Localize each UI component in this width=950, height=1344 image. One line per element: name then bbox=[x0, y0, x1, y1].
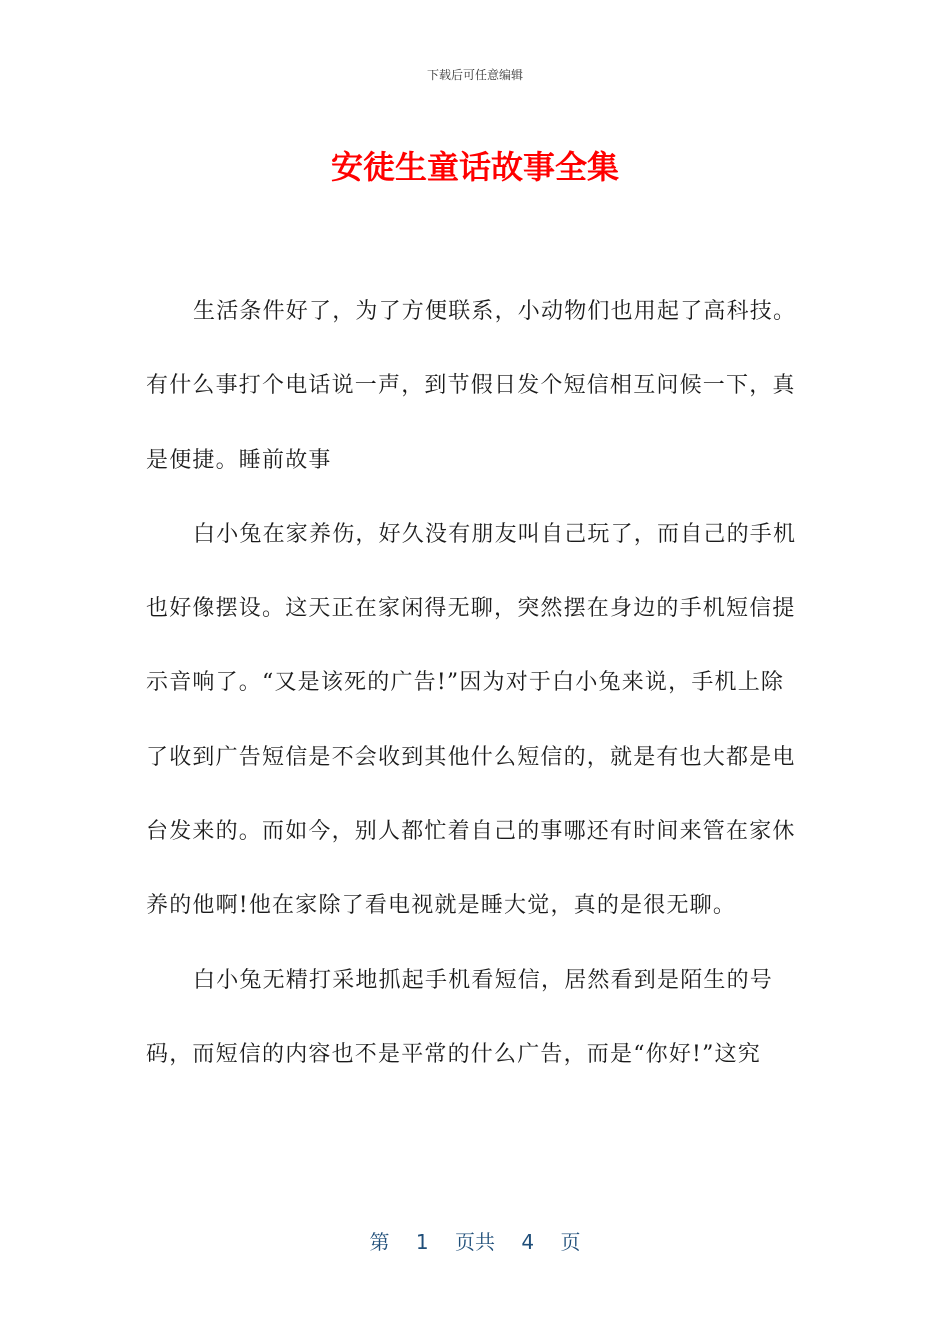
footer-prefix: 第 bbox=[369, 1230, 390, 1254]
page-footer bbox=[0, 1226, 950, 1255]
footer-middle: 页共 bbox=[455, 1230, 495, 1254]
paragraph-3: 白小兔无精打采地抓起手机看短信，居然看到是陌生的号码，而短信的内容也不是平常的什么广告，而是“你好!”这究 bbox=[146, 967, 774, 1067]
document-title: 安徒生童话故事全集 bbox=[330, 148, 619, 186]
paragraph-1: 生活条件好了，为了方便联系，小动物们也用起了高科技。有什么事打个电话说一声，到节假日发个短信相互问候一下，真是便捷。睡前故事 bbox=[146, 299, 797, 473]
paragraph-2: 白小兔在家养伤，好久没有朋友叫自己玩了，而自己的手机也好像摆设。这天正在家闲得无聊，突然摆在身边的手机短信提示音响了。“又是该死的广告!”因为对于白小兔来说，手机上除了收到广告短信是不会收到其他什么短信的，就是有也大都是电台发来的。而如今，别人都忙着自己的事哪还有时间来管在家休养的他啊!他在家除了看电视就是睡大觉，真的是很无聊。 bbox=[146, 521, 797, 919]
page-header-note: 下载后可任意编辑 bbox=[426, 68, 523, 82]
footer-total-pages: 4 bbox=[521, 1230, 535, 1254]
footer-suffix: 页 bbox=[560, 1230, 581, 1254]
footer-current-page: 1 bbox=[415, 1230, 429, 1254]
document-body bbox=[146, 275, 806, 1092]
